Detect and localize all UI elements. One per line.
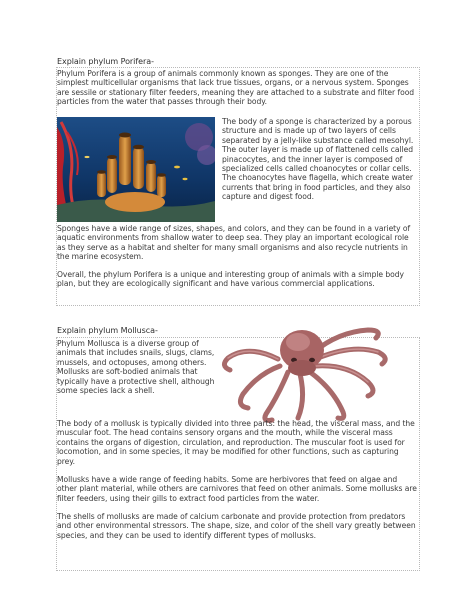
- porifera-summary-paragraph: Overall, the phylum Porifera is a unique and interesting group of animals with a simple body plan, but they are ecologically significant and have various commercial applications.: [57, 270, 404, 289]
- mollusca-intro-paragraph: Phylum Mollusca is a diverse group of animals that includes snails, slugs, clams, mussels, and octopuses, among others. Mollusks are soft-bodied animals that typically have a protective shell, although some species lack a shell.: [57, 339, 215, 396]
- porifera-diversity-paragraph: Sponges have a wide range of sizes, shapes, and colors, and they can be found in a variety of aquatic environments from shallow water to deep sea. They play an important ecological role as they serve as a habitat and shelter for many small organisms and also recycle nutrients in the marine ecosystem.: [57, 224, 411, 262]
- porifera-body-paragraph: The body of a sponge is characterized by a porous structure and is made up of two layers of cells separated by a jelly-like substance called mesohyl. The outer layer is made up of flattened cells called pinacocytes, and the inner layer is composed of specialized cells called choanocytes or collar cells. The choanocytes have flagella, which create water currents that bring in food particles, and they also capture and digest food.: [222, 117, 414, 202]
- mollusca-body-paragraph: The body of a mollusk is typically divided into three parts: the head, the visceral mass, and the muscular foot. The head contains sensory organs and the mouth, while the visceral mass contains the organs of digestion, circulation, and reproduction. The muscular foot is used for locomotion, and in some species, it may be modified for other functions, such as capturing prey.: [57, 419, 415, 466]
- octopus-image: [218, 314, 398, 424]
- sponge-reef-image: [57, 117, 215, 222]
- mollusca-heading: Explain phylum Mollusca-: [57, 326, 158, 335]
- mollusca-shell-paragraph: The shells of mollusks are made of calcium carbonate and provide protection from predators and other environmental stressors. The shape, size, and color of the shell vary greatly between species, and they can be used to identify different types of mollusks.: [57, 512, 416, 540]
- porifera-intro-paragraph: Phylum Porifera is a group of animals commonly known as sponges. They are one of the simplest multicellular organisms that lack true tissues, organs, or a nervous system. Sponges are sessile or stationary filter feeders, meaning they are attached to a substrate and filter food particles from the water that passes through their body.: [57, 69, 415, 107]
- mollusca-feeding-paragraph: Mollusks have a wide range of feeding habits. Some are herbivores that feed on algae and other plant material, while others are carnivores that feed on other animals. Some mollusks are filter feeders, using their gills to extract food particles from the water.: [57, 475, 417, 503]
- porifera-heading: Explain phylum Porifera-: [57, 57, 154, 66]
